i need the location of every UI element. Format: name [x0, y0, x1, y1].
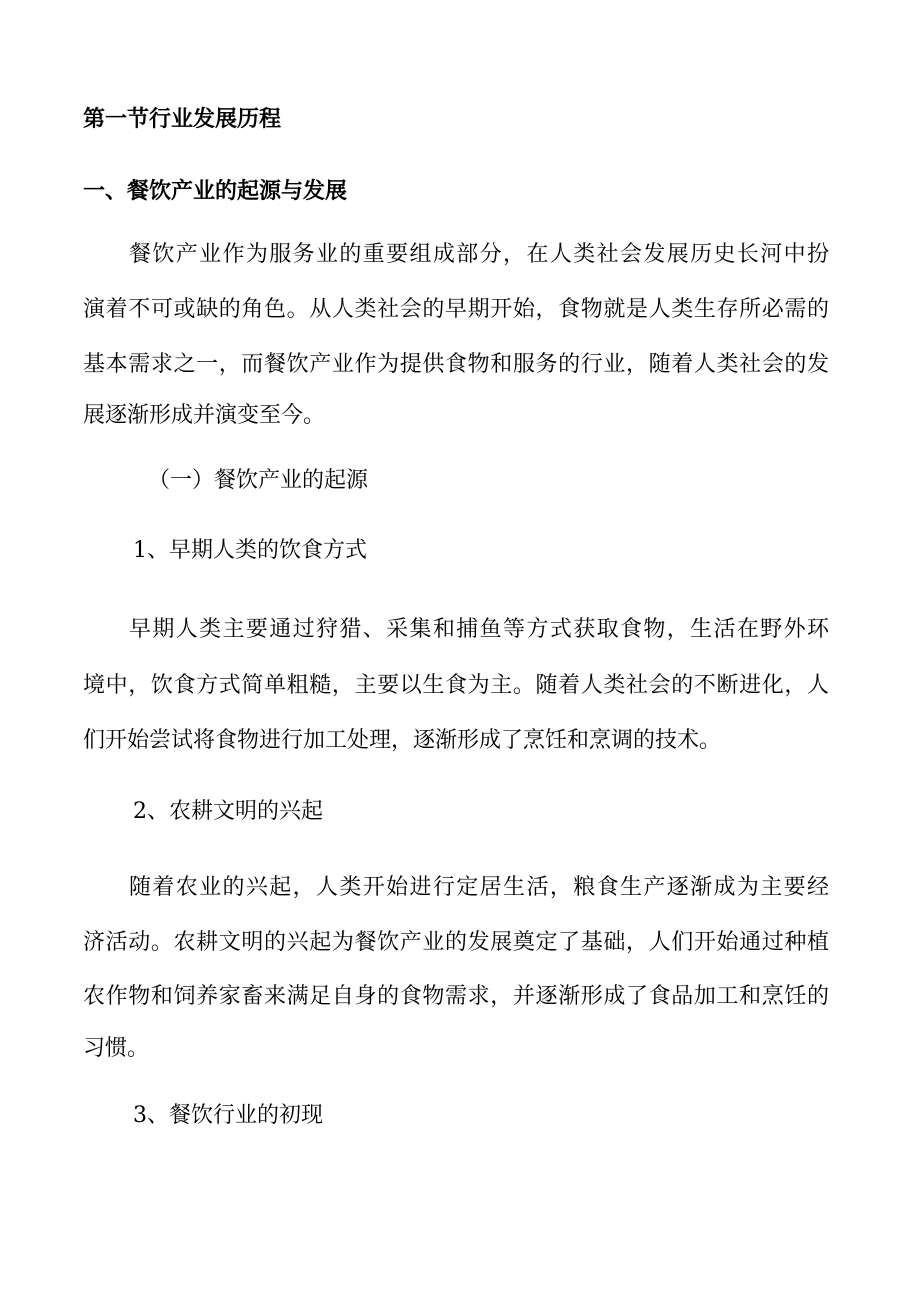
- paragraph-line: 济活动。农耕文明的兴起为餐饮产业的发展奠定了基础，人们开始通过种植: [83, 930, 829, 955]
- item-1-title: 1、早期人类的饮食方式: [133, 538, 367, 563]
- paragraph-line: 随着农业的兴起，人类开始进行定居生活，粮食生产逐渐成为主要经: [129, 875, 829, 900]
- paragraph-line: 餐饮产业作为服务业的重要组成部分，在人类社会发展历史长河中扮: [129, 242, 829, 267]
- paragraph-line: 演着不可或缺的角色。从人类社会的早期开始，食物就是人类生存所必需的: [83, 297, 829, 322]
- paragraph-line: 境中，饮食方式简单粗糙，主要以生食为主。随着人类社会的不断进化，人: [83, 673, 829, 698]
- paragraph-line: 们开始尝试将食物进行加工处理，逐渐形成了烹饪和烹调的技术。: [83, 728, 722, 753]
- paragraph-line: 基本需求之一，而餐饮产业作为提供食物和服务的行业，随着人类社会的发: [83, 352, 829, 377]
- paragraph-line: 农作物和饲养家畜来满足自身的食物需求，并逐渐形成了食品加工和烹饪的: [83, 984, 829, 1009]
- item-3-title: 3、餐饮行业的初现: [133, 1103, 323, 1128]
- item-2-title: 2、农耕文明的兴起: [133, 799, 323, 824]
- heading-1: 一、餐饮产业的起源与发展: [83, 178, 348, 204]
- section-title: 第一节行业发展历程: [83, 106, 282, 132]
- paragraph-line: 习惯。: [83, 1036, 150, 1061]
- paragraph-line: 早期人类主要通过狩猎、采集和捕鱼等方式获取食物，生活在野外环: [129, 617, 829, 642]
- paragraph-line: 展逐渐形成并演变至今。: [83, 403, 326, 428]
- subheading-1: （一）餐饮产业的起源: [148, 468, 369, 493]
